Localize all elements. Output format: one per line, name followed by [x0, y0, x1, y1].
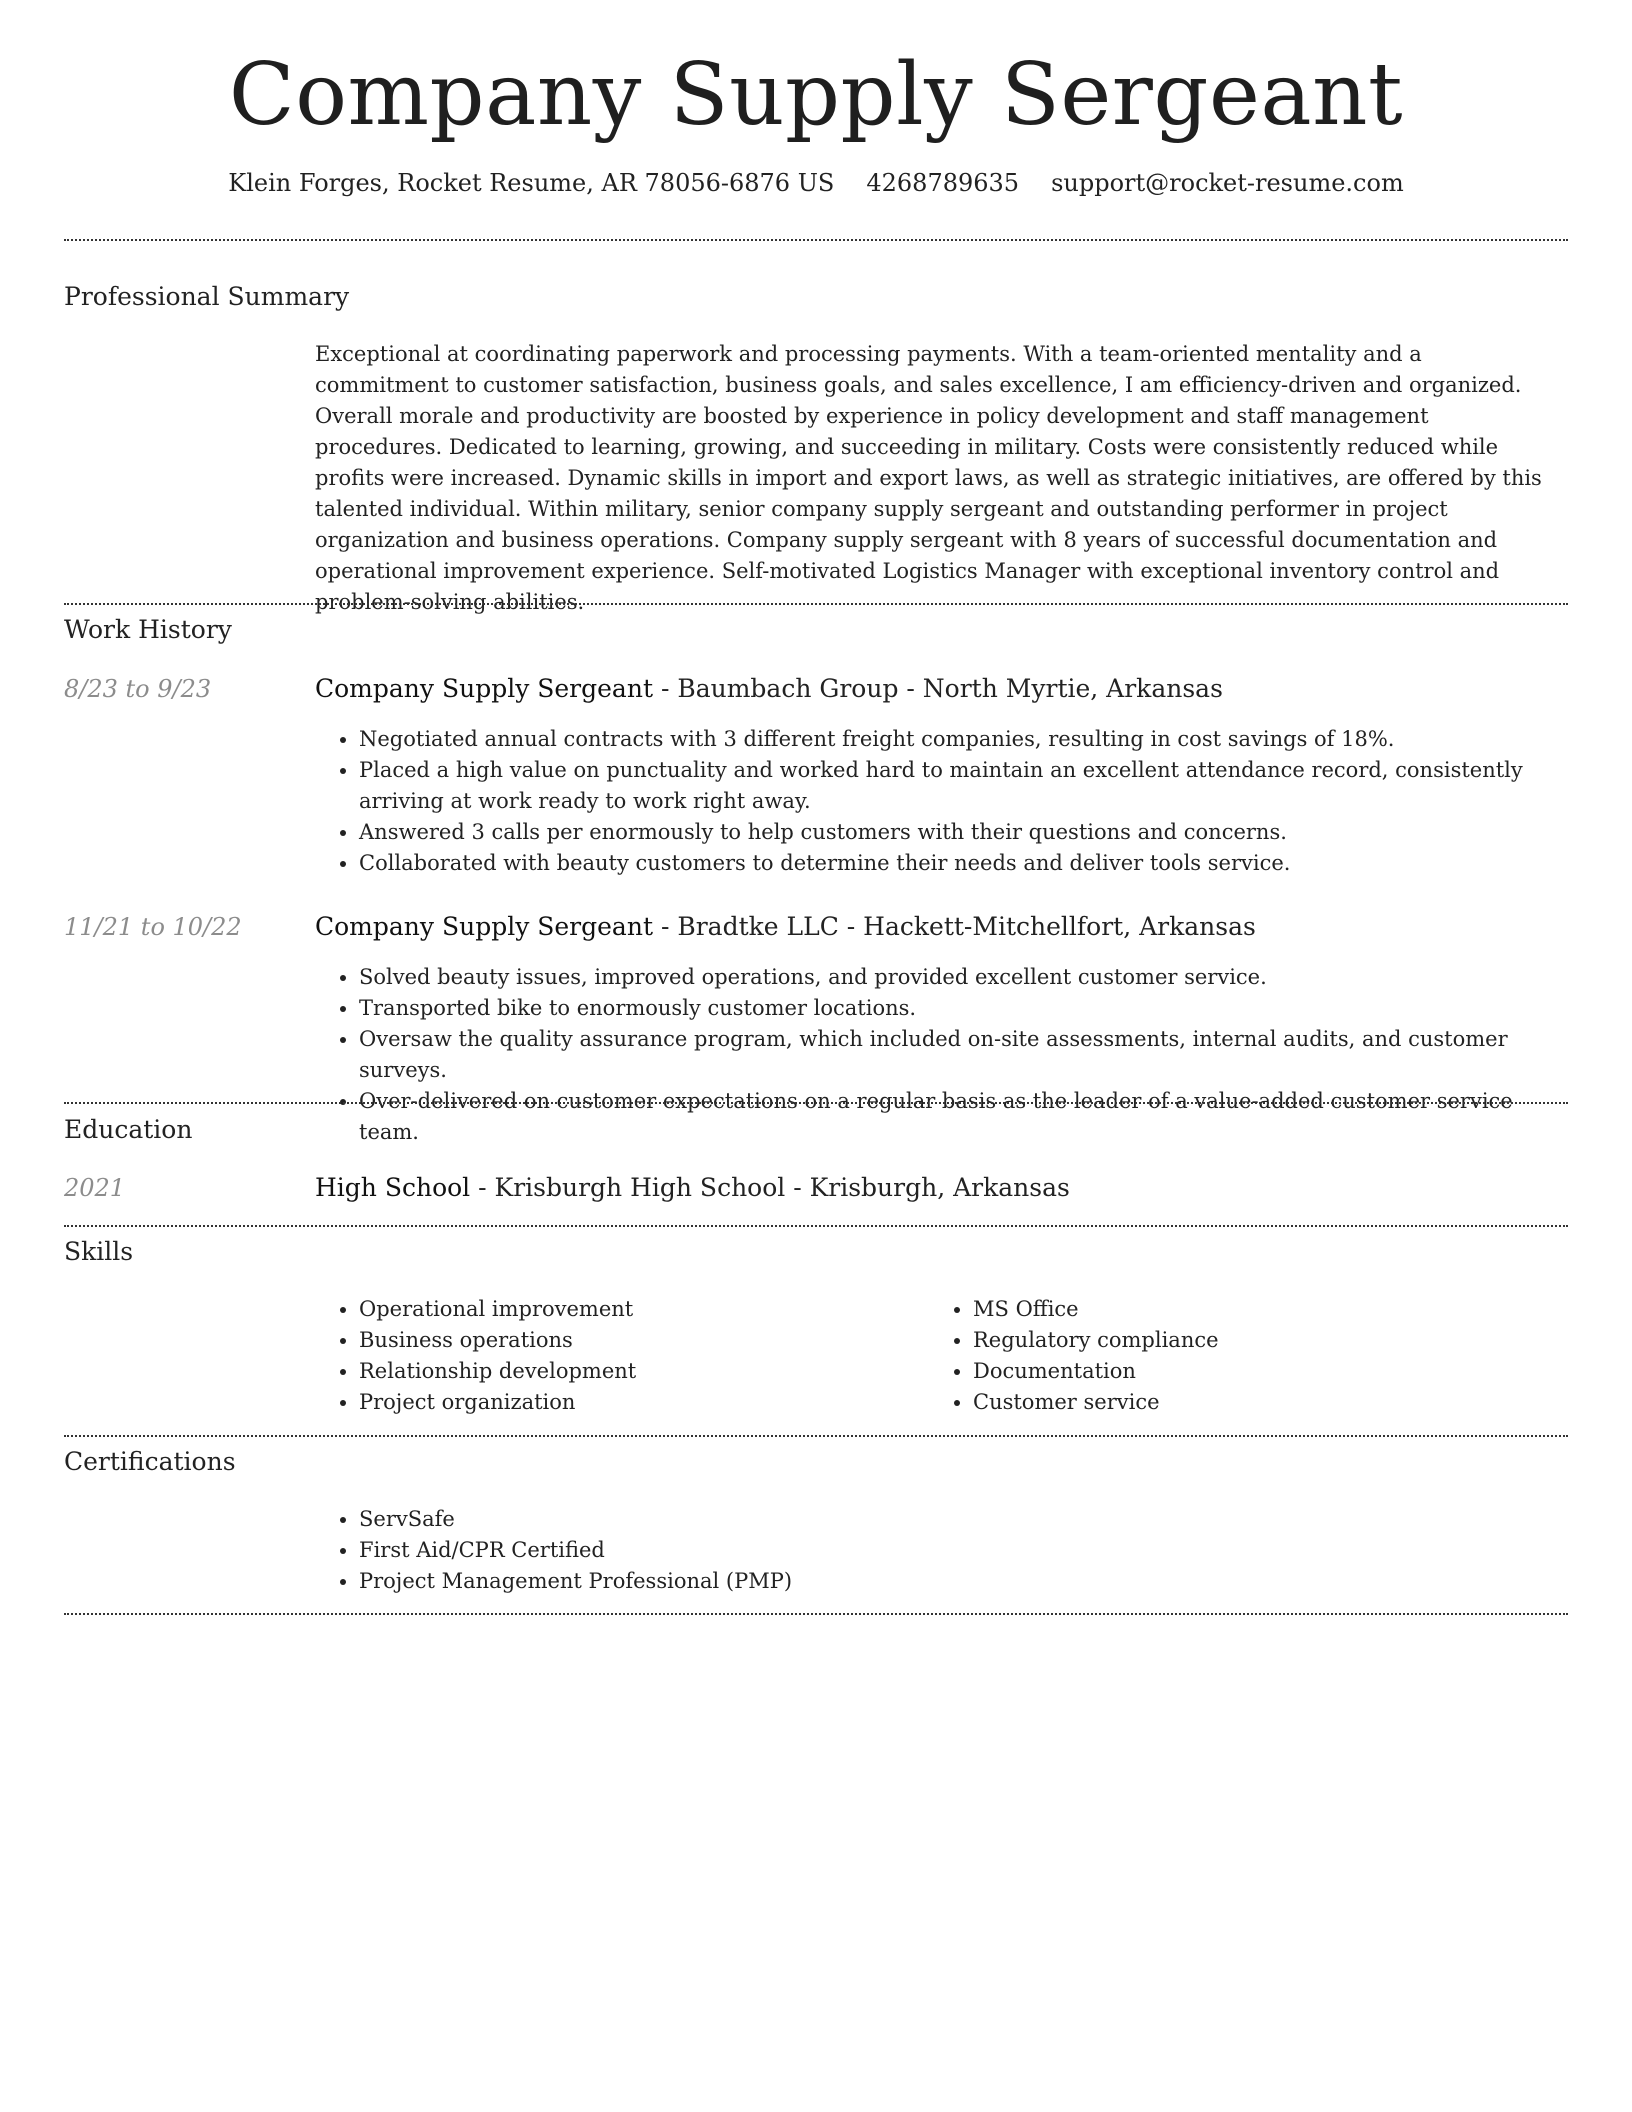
job-bullets — [315, 962, 1565, 1148]
education-details: - Krisburgh High School - Krisburgh, Arkansas — [470, 1173, 1070, 1202]
contact-line — [0, 169, 1632, 197]
job-details: - Baumbach Group - North Myrtie, Arkansas — [653, 674, 1223, 703]
list-item: • Customer service — [973, 1387, 1489, 1418]
job-role: Company Supply Sergeant — [315, 674, 653, 703]
divider — [64, 603, 1568, 605]
list-item: • Relationship development — [359, 1356, 875, 1387]
job-dates: 8/23 to 9/23 — [64, 675, 212, 703]
job-dates: 11/21 to 10/22 — [64, 913, 242, 941]
list-item: • Oversaw the quality assurance program, which included on-site assessments, internal audits, and customer surveys. — [359, 1024, 1565, 1086]
divider — [64, 1102, 1568, 1104]
section-title-education: Education — [64, 1115, 193, 1144]
skills-list-left — [315, 1294, 875, 1418]
education-degree: High School — [315, 1173, 471, 1202]
list-item: • Negotiated annual contracts with 3 different freight companies, resulting in cost savings of 18%. — [359, 724, 1565, 755]
section-title-skills: Skills — [64, 1237, 134, 1266]
list-item: • Collaborated with beauty customers to determine their needs and deliver tools service. — [359, 848, 1565, 879]
divider — [64, 1613, 1568, 1615]
divider — [64, 1435, 1568, 1437]
list-item: • Solved beauty issues, improved operations, and provided excellent customer service. — [359, 962, 1565, 993]
resume-header — [0, 0, 1632, 197]
job-details: - Bradtke LLC - Hackett-Mitchellfort, Arkansas — [653, 912, 1256, 941]
list-item: • Regulatory compliance — [973, 1325, 1489, 1356]
job-heading — [315, 674, 1223, 703]
list-item: • ServSafe — [359, 1504, 1565, 1535]
list-item: • Operational improvement — [359, 1294, 875, 1325]
section-title-summary: Professional Summary — [64, 282, 350, 311]
contact-email: support@rocket-resume.com — [1051, 168, 1404, 197]
contact-phone: 4268789635 — [866, 168, 1020, 197]
education-heading — [315, 1173, 1070, 1202]
list-item: • Business operations — [359, 1325, 875, 1356]
job-role: Company Supply Sergeant — [315, 912, 653, 941]
divider — [64, 239, 1568, 241]
list-item: • Transported bike to enormously customer locations. — [359, 993, 1565, 1024]
job-heading — [315, 912, 1256, 941]
candidate-name: Company Supply Sergeant — [228, 45, 1404, 145]
section-title-work: Work History — [64, 615, 232, 644]
section-title-certifications: Certifications — [64, 1447, 236, 1476]
skills-list-right — [929, 1294, 1489, 1418]
job-bullets — [315, 724, 1565, 879]
list-item: • First Aid/CPR Certified — [359, 1535, 1565, 1566]
list-item: • Documentation — [973, 1356, 1489, 1387]
list-item: • Project organization — [359, 1387, 875, 1418]
certifications-list — [315, 1504, 1565, 1597]
list-item: • Answered 3 calls per enormously to help customers with their questions and concerns. — [359, 817, 1565, 848]
list-item: • MS Office — [973, 1294, 1489, 1325]
list-item: • Project Management Professional (PMP) — [359, 1566, 1565, 1597]
summary-text: Exceptional at coordinating paperwork and processing payments. With a team-oriented mentality and a commitment to customer satisfaction, business goals, and sales excellence, I am efficiency-driven and organized. Overall morale and productivity are boosted by experience in policy development and staff management procedures. Dedicated to learning, growing, and succeeding in military. Costs were consistently reduced while profits were increased. Dynamic skills in import and export laws, as well as strategic initiatives, are offered by this talented individual. Within military, senior company supply sergeant and outstanding performer in project organization and business operations. Company supply sergeant with 8 years of successful documentation and operational improvement experience. Self-motivated Logistics Manager with exceptional inventory control and problem-solving abilities. — [315, 342, 1542, 614]
divider — [64, 1225, 1568, 1227]
list-item: • Placed a high value on punctuality and worked hard to maintain an excellent attendance record, consistently arriving at work ready to work right away. — [359, 755, 1565, 817]
contact-address: Klein Forges, Rocket Resume, AR 78056-6876 US — [228, 168, 835, 197]
list-item: • Over-delivered on customer expectations on a regular basis as the leader of a value-added customer service team. — [359, 1086, 1565, 1148]
education-year: 2021 — [64, 1174, 126, 1202]
